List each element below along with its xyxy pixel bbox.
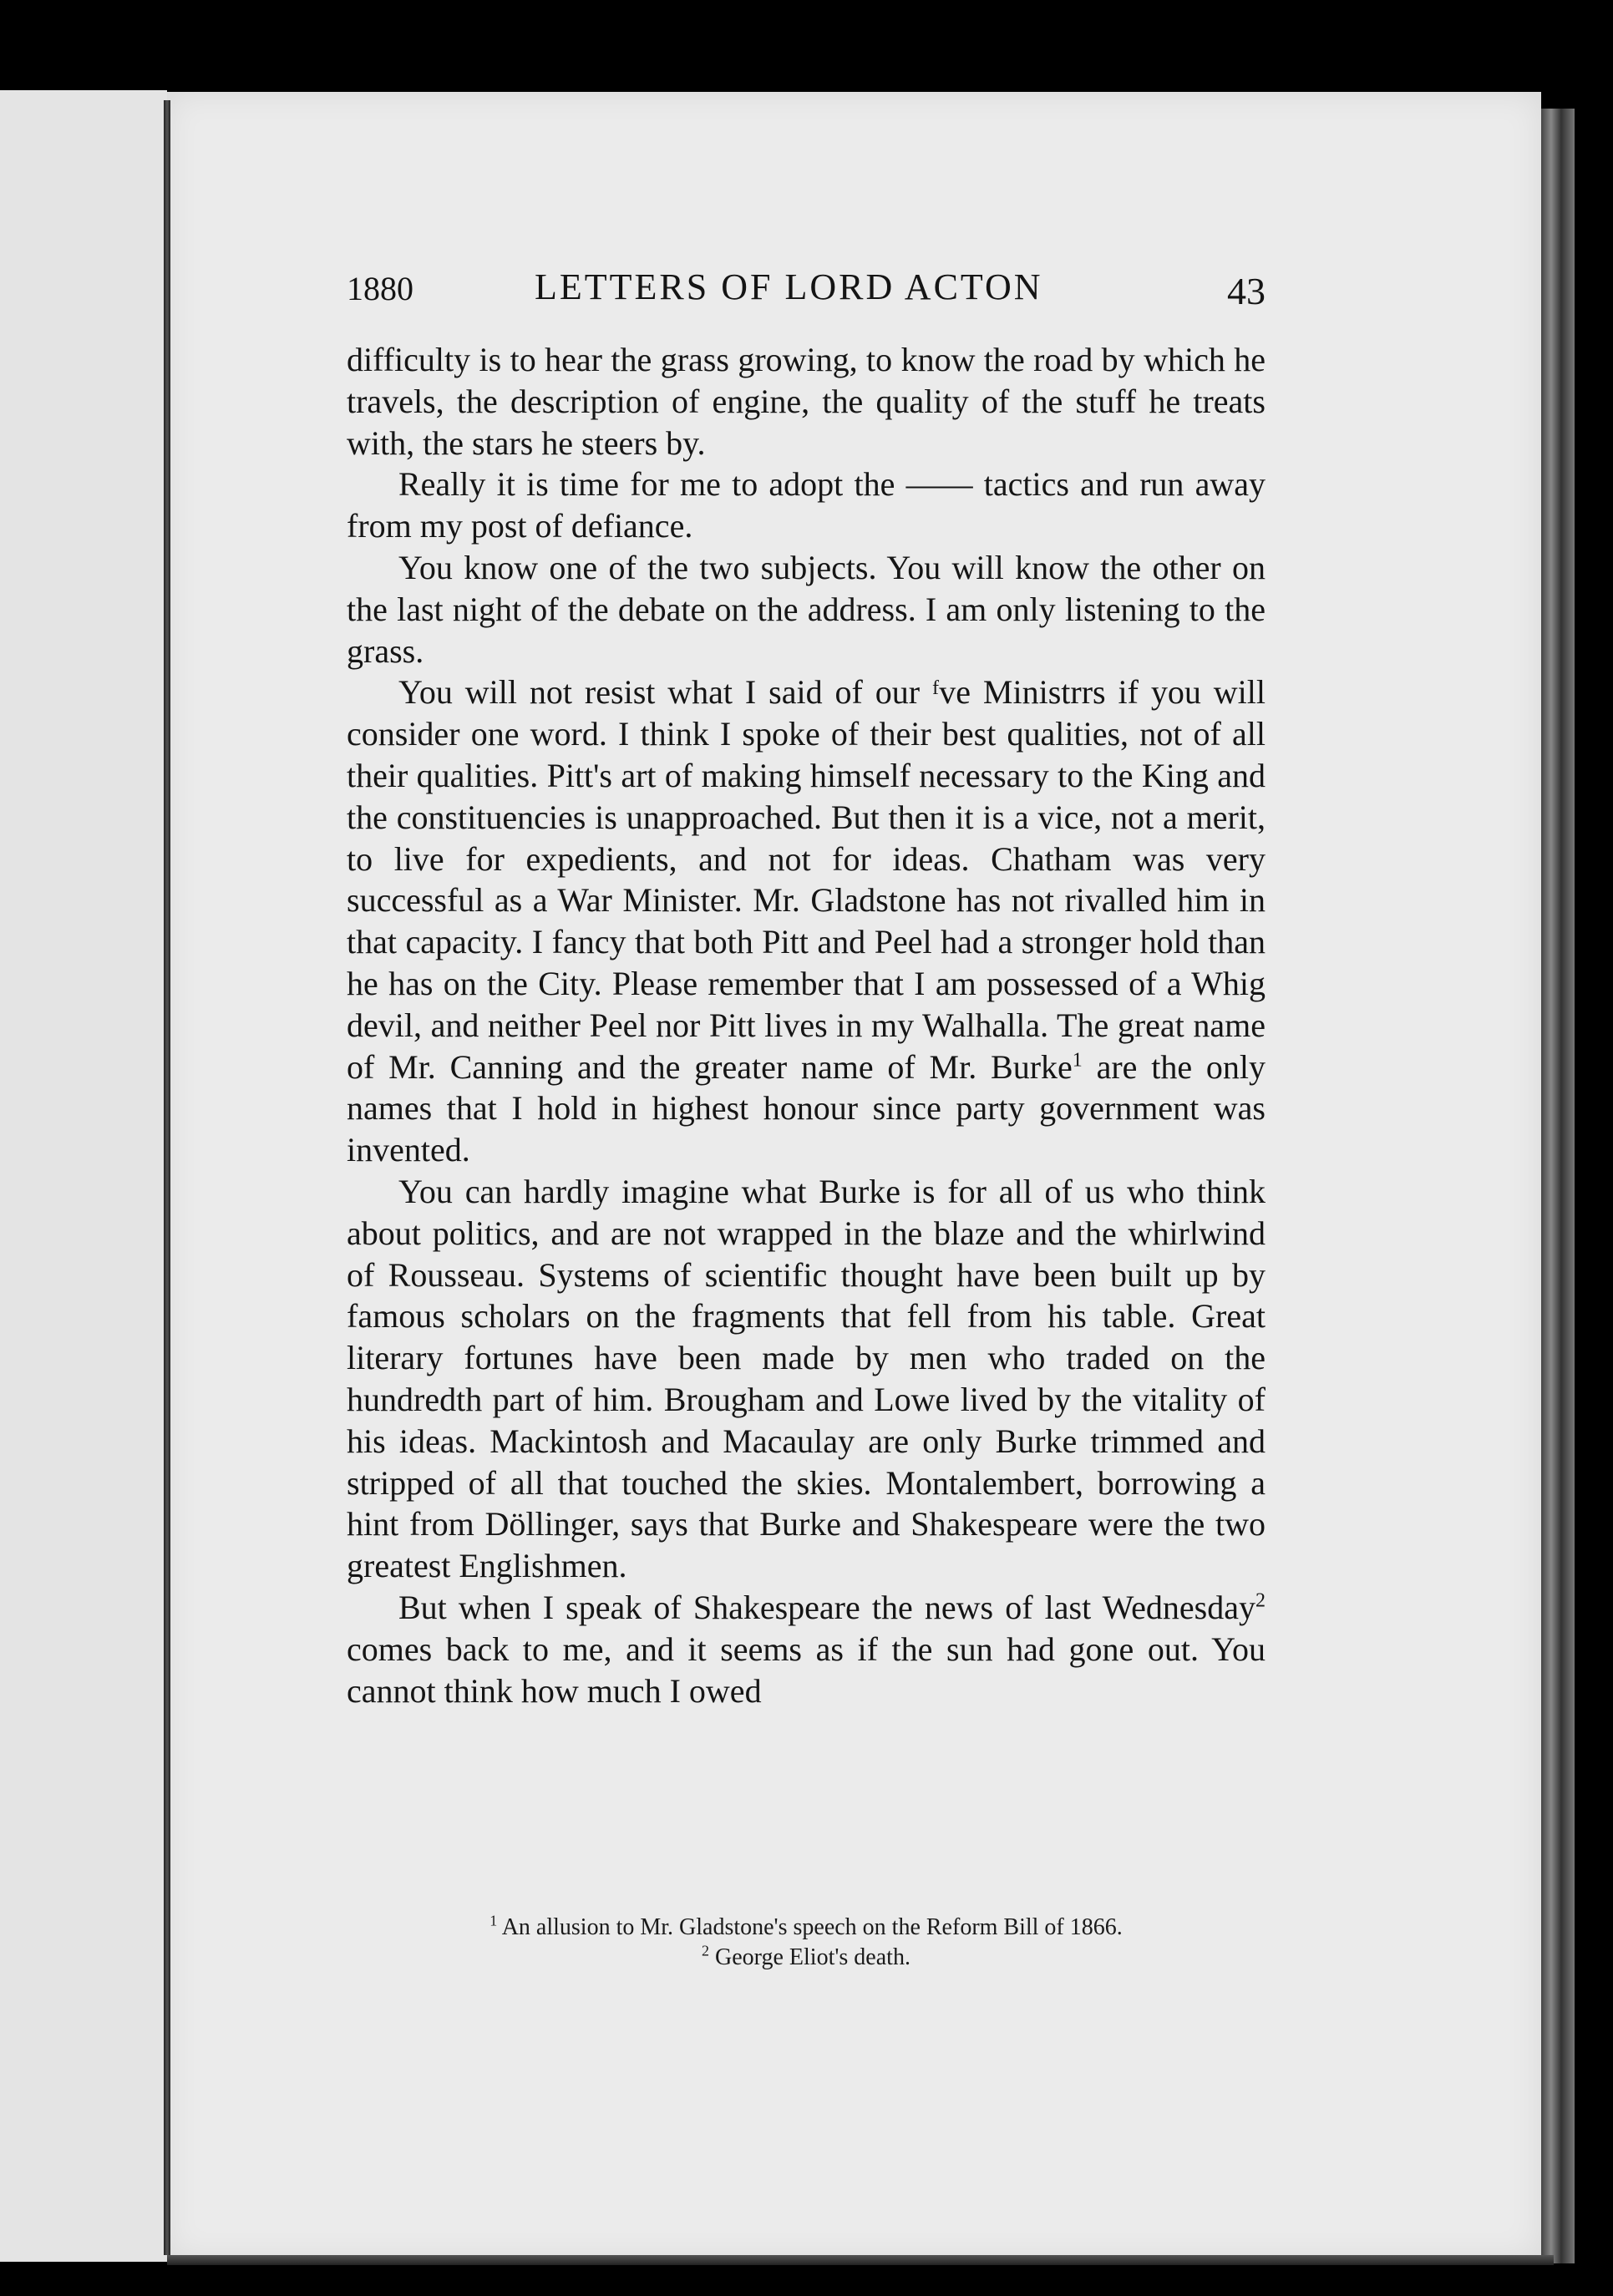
footnote-reference: 1 <box>1072 1049 1083 1072</box>
running-head <box>347 266 1266 316</box>
paragraph-text: But when I speak of Shakespeare the news of last Wednesday <box>398 1588 1255 1626</box>
running-head-year: 1880 <box>347 270 413 307</box>
paragraph-text: Really it is time for me to adopt the —— tactics and run away from my post of defiance. <box>347 465 1266 545</box>
page-bottom-edge <box>167 2255 1554 2265</box>
footnote-reference: 2 <box>1255 1589 1266 1612</box>
footnote-text: An allusion to Mr. Gladstone's speech on the Reform Bill of 1866. <box>501 1914 1123 1940</box>
footnote <box>347 1913 1266 1943</box>
paragraph-text: are the only names that I hold in highest honour since party government was invented. <box>347 1047 1266 1169</box>
paragraph-text: You can hardly imagine what Burke is for all of us who think about politics, and are not wrapped in the blaze and the whirlwind of Rousseau. Systems of scientific thought have been built up by famous scholars on the fragments that fell from his table. Great literary fortunes have been made by men who traded on the hundredth part of him. Brougham and Lowe lived by the vitality of his ideas. Mackintosh and Macaulay are only Burke trimmed and stripped of all that touched the skies. Montalembert, borrowing a hint from Döllinger, says that Burke and Shakespeare were the two greatest Englishmen. <box>347 1172 1266 1585</box>
paragraph-text: You know one of the two subjects. You will know the other on the last night of the debate on the address. I am only listening to the grass. <box>347 548 1266 670</box>
page-fore-edge <box>1541 109 1575 2263</box>
paragraph-text: difficulty is to hear the grass growing, to know the road by which he travels, the description of engine, the quality of the stuff he treats with, the stars he steers by. <box>347 341 1266 462</box>
paragraph <box>347 547 1266 672</box>
facing-page-edge <box>0 90 167 2262</box>
paragraph <box>347 672 1266 1171</box>
paragraph-text: You will not resist what I said of our ᶠve Ministrrs if you will consider one word. I think I spoke of their best qualities, not of all their qualities. Pitt's art of making himself necessary to the King and the constituencies is unapproached. But then it is a vice, not a merit, to live for expedients, and not for ideas. Chatham was very successful as a War Minister. Mr. Gladstone has not rivalled him in that capacity. I fancy that both Pitt and Peel had a stronger hold than he has on the City. Please remember that I am possessed of a Whig devil, and neither Peel nor Pitt lives in my Walhalla. The great name of Mr. Canning and the greater name of Mr. Burke <box>347 673 1266 1086</box>
footnote <box>347 1943 1266 1973</box>
paragraph-text: comes back to me, and it seems as if the sun had gone out. You cannot think how much I owed <box>347 1630 1266 1710</box>
paragraph <box>347 464 1266 547</box>
paragraph <box>347 1587 1266 1711</box>
body-text <box>347 339 1266 1711</box>
footnote-mark: 2 <box>702 1942 710 1959</box>
running-head-title: LETTERS OF LORD ACTON <box>535 266 1043 307</box>
paragraph <box>347 339 1266 464</box>
footnote-mark: 1 <box>489 1912 498 1929</box>
footnote-text: George Eliot's death. <box>715 1944 910 1970</box>
book-spine <box>164 100 170 2255</box>
page-number: 43 <box>1227 270 1266 312</box>
footnotes <box>347 1913 1266 1973</box>
scan-border <box>0 0 1613 92</box>
paragraph <box>347 1171 1266 1587</box>
